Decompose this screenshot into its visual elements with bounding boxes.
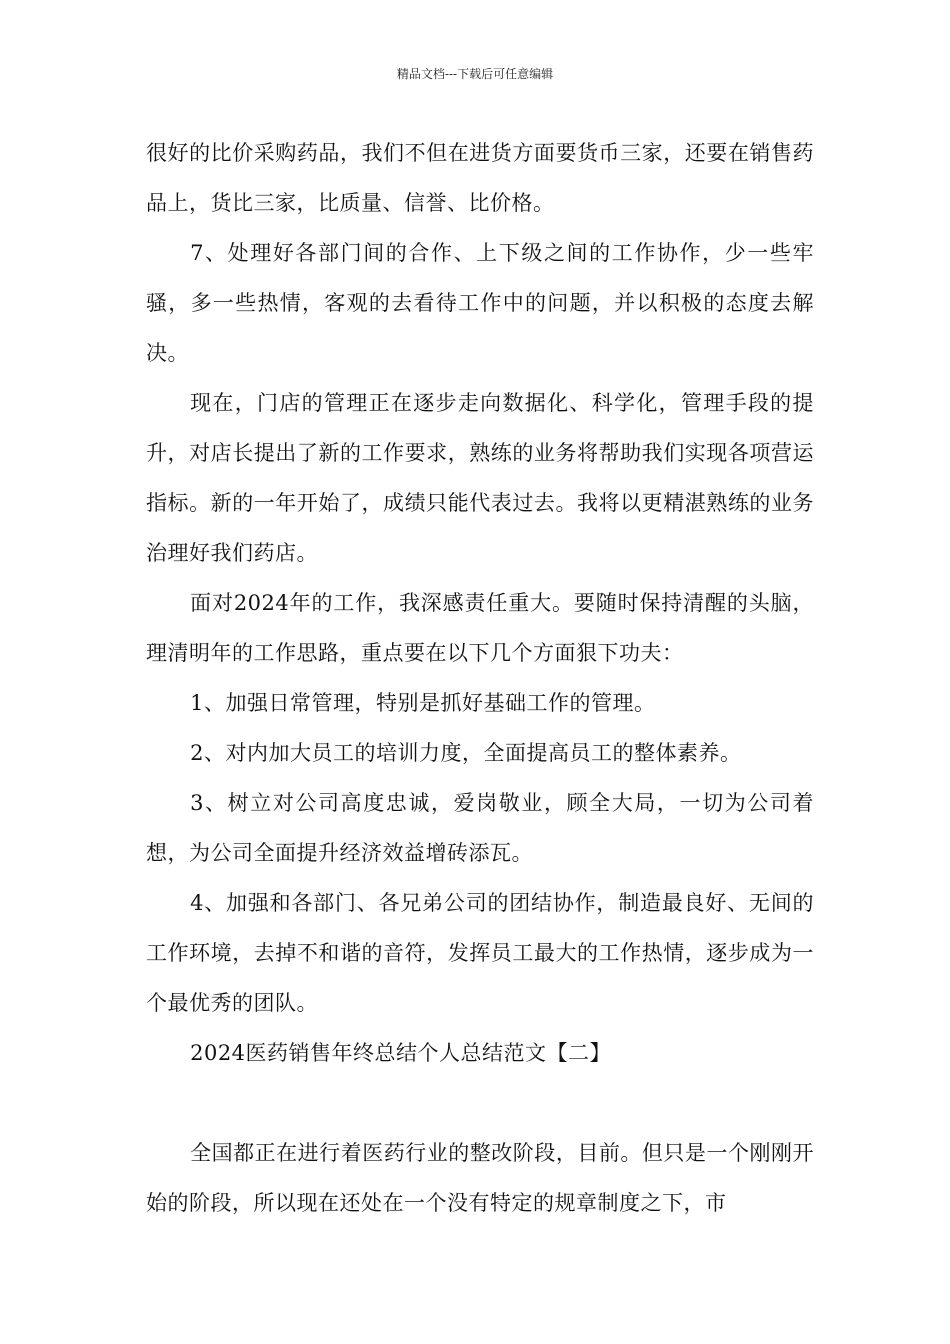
paragraph-industry-reform: 全国都正在进行着医药行业的整改阶段，目前。但只是一个刚刚开始的阶段，所以现在还处在一个没有特定的规章制度之下，市 [146,1141,814,1215]
document-body [146,128,814,1228]
page-header: 精品文档---下载后可任意编辑 [396,67,554,81]
paragraph-continuation: 很好的比价采购药品，我们不但在进货方面要货币三家，还要在销售药品上，货比三家，比质量、信誉、比价格。 [146,141,814,215]
section-title: 2024医药销售年终总结个人总结范文【二】 [190,1041,612,1065]
paragraph-2024-work: 面对2024年的工作，我深感责任重大。要随时保持清醒的头脑，理清明年的工作思路，重点要在以下几个方面狠下功夫： [146,591,814,665]
list-item-3: 3、树立对公司高度忠诚，爱岗敬业，顾全大局，一切为公司着想，为公司全面提升经济效益增砖添瓦。 [146,791,814,865]
paragraph-item-7: 7、处理好各部门间的合作、上下级之间的工作协作，少一些牢骚，多一些热情，客观的去看待工作中的问题，并以积极的态度去解决。 [146,241,814,365]
list-item-1: 1、加强日常管理，特别是抓好基础工作的管理。 [190,691,656,715]
paragraph-store-management: 现在，门店的管理正在逐步走向数据化、科学化，管理手段的提升，对店长提出了新的工作要求，熟练的业务将帮助我们实现各项营运指标。新的一年开始了，成绩只能代表过去。我将以更精湛熟练的业务治理好我们药店。 [146,391,814,565]
list-item-2: 2、对内加大员工的培训力度，全面提高员工的整体素养。 [190,741,742,765]
list-item-4: 4、加强和各部门、各兄弟公司的团结协作，制造最良好、无间的工作环境，去掉不和谐的音符，发挥员工最大的工作热情，逐步成为一个最优秀的团队。 [146,891,814,1015]
